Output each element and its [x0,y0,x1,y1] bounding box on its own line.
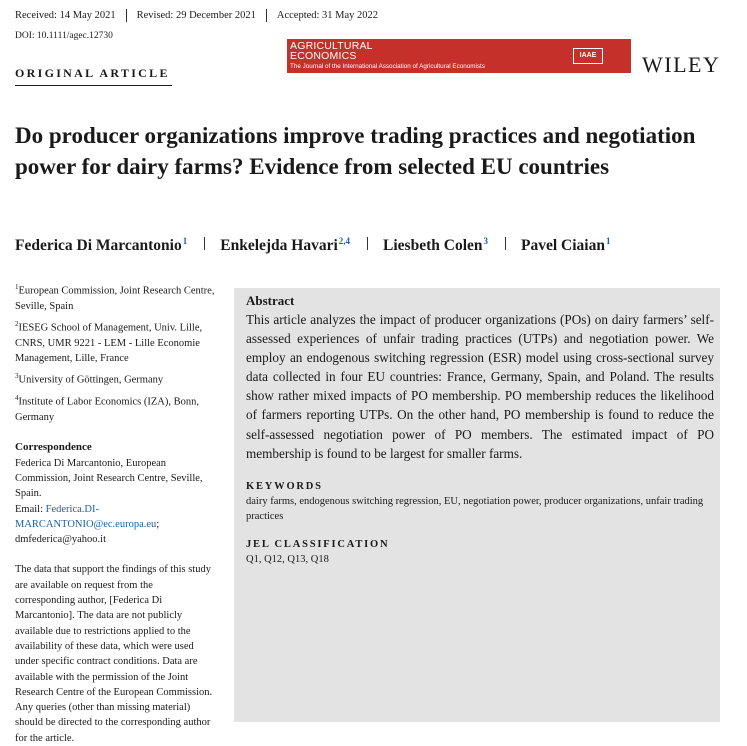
correspondence-text: Federica Di Marcantonio, European Commission, Joint Research Centre, Seville, Spain. Email: Federica.DI-MARCANTONIO@ec.europa.eu; dmfederica@yahoo.it [15,457,203,546]
jel-codes: Q1, Q12, Q13, Q18 [246,554,329,566]
affiliation-ref[interactable]: 1 [605,236,611,246]
email-link[interactable]: Federica.DI-MARCANTONIO@ec.europa.eu [15,503,157,530]
keywords-text: dairy farms, endogenous switching regression, EU, negotiation power, producer organizations, unfair trading practices [246,495,704,522]
author-separator [505,237,506,250]
abstract-text: This article analyzes the impact of producer organizations (POs) on dairy farmers’ self-assessed experiences of unfair trading practices (UTPs) and negotiation power. We employ an endogenous switching regression (ESR) model using cross-sectional survey data collected in four EU countries: France, Germany, Spain, and Poland. The results show rather mixed impacts of PO membership. PO membership reduces the likelihood of farmers reporting UTPs. On the other hand, PO membership is found to reduce the self-assessed negotiation power of PO members. The estimated impact of PO membership is found to be largest for smaller farms. [246,312,714,461]
journal-name-line2: ECONOMICS [290,50,357,62]
iaae-logo: IAAE [573,48,603,64]
author-separator [367,237,368,250]
article-dates [15,9,378,22]
journal-name-line1: AGRICULTURAL [290,40,373,52]
abstract-heading: Abstract [246,293,295,308]
journal-banner[interactable] [287,39,631,73]
author[interactable]: Federica Di Marcantonio$^1$ [15,236,188,255]
category-underline [15,85,172,86]
accepted-date: Accepted: 31 May 2022 [276,10,379,21]
affiliation: $^1$European Commission, Joint Research Centre, Seville, Spain [15,283,215,312]
keywords-heading: KEYWORDS [246,480,323,492]
affiliation: $^4$Institute of Labor Economics (IZA), Bonn, Germany [15,394,199,424]
publisher-logo: WILEY [642,52,721,77]
revised-date: Revised: 29 December 2021 [136,10,256,21]
author[interactable]: Liesbeth Colen$^3$ [383,236,488,255]
article-category: ORIGINAL ARTICLE [15,66,170,80]
date-separator [126,9,127,22]
affiliation-ref[interactable]: 3 [483,236,488,246]
jel-heading: JEL CLASSIFICATION [246,539,390,551]
affiliation: $^3$University of Göttingen, Germany [15,372,164,386]
author-list [15,236,610,255]
abstract-box [234,288,720,722]
author[interactable]: Enkelejda Havari$^{2,4}$ [220,236,351,255]
correspondence-heading: Correspondence [15,441,92,454]
author[interactable]: Pavel Ciaian$^1$ [521,236,611,255]
affiliation-ref[interactable]: 1 [182,236,188,246]
journal-subtitle: The Journal of the International Association of Agricultural Economists [290,63,485,70]
article-title: Do producer organizations improve trading practices and negotiation power for dairy farms? Evidence from selected EU countries [15,123,696,179]
date-separator [266,9,267,22]
affiliation-ref[interactable]: 2,4 [338,236,351,246]
received-date: Received: 14 May 2021 [15,10,116,21]
data-availability-note: The data that support the findings of this study are available on request from the corresponding author, [Federica Di Marcantonio]. The data are not publicly available due to restrictions applied to the availability of these data, which were used under specific contract conditions. Data are available with the permission of the Joint Research Centre of the European Commission. Any queries (other than missing material) should be directed to the corresponding author for the article. [15,564,213,744]
sidebar-notes [15,280,215,746]
affiliation: $^2$IESEG School of Management, Univ. Lille, CNRS, UMR 9221 - LEM - Lille Economie Management, Lille, France [15,320,203,365]
doi[interactable]: DOI: 10.1111/agec.12730 [15,31,113,41]
author-separator [204,237,205,250]
